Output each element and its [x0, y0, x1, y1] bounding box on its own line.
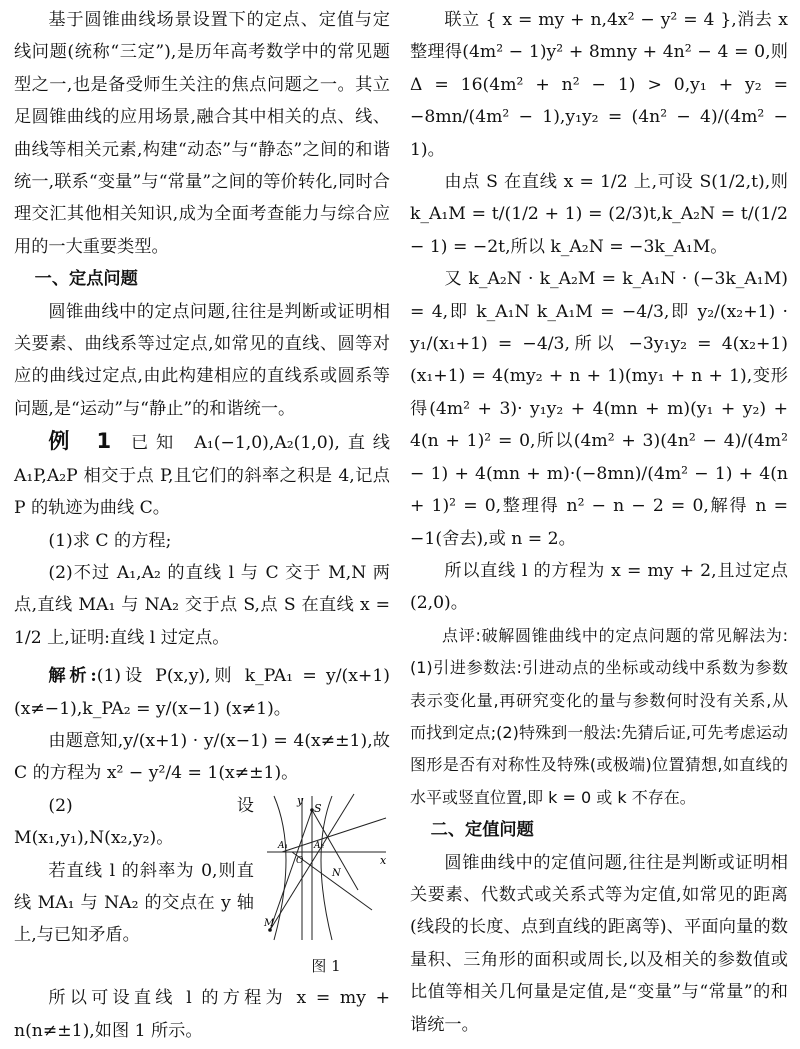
solution-step5: 所以可设直线 l 的方程为 x = my + n(n≠±1),如图 1 所示。: [14, 988, 390, 1041]
figure-row: [14, 790, 390, 982]
label-a2: A₂: [314, 840, 325, 851]
left-column: [14, 4, 390, 1047]
example1-q1: (1)求 C 的方程;: [48, 530, 172, 551]
line-ma1: [270, 810, 312, 930]
line-extra-2: [292, 852, 372, 910]
label-o: O: [296, 855, 304, 866]
intro-paragraph: 基于圆锥曲线场景设置下的定点、定值与定线问题(统称“三定”),是历年高考数学中的常见题型之一,也是备受师生关注的焦点问题之一。其立足圆锥曲线的应用场景,融合其中相关的点、线、曲线等相关元素,构建“动态”与“静态”之间的和谐统一,联系“变量”与“常量”之间的等价转化,同时合理交汇其他相关知识,成为全面考查能力与综合应用的一大重要类型。: [14, 10, 390, 257]
solution-r3: 又 k_A₂N · k_A₂M = k_A₁N · (−3k_A₁M) = 4,即 k_A₁N k_A₁M = −4/3,即 y₂/(x₂+1) · y₁/(x₁+1) = −4/3,所以 −3y₁y₂ = 4(x₂+1)(x₁+1) = 4(my₂ + n + 1)(my₁ + n + 1),变形得(4m² + 3)· y₁y₂ + 4(mn + m)(y₁ + y₂) + 4(n + 1)² = 0,所以(4m² + 3)(4n² − 4)/(4m² − 1) + 4(mn + m)·(−8mn)/(4m² − 1) + 4(n + 1)² = 0,整理得 n² − n − 2 = 0,解得 n = −1(舍去),或 n = 2。: [410, 269, 788, 549]
label-m: M: [264, 917, 275, 929]
example1-label: 例 1: [48, 429, 114, 454]
example1-statement: [14, 425, 390, 524]
section1-body: 圆锥曲线中的定点问题,往往是判断或证明相关要素、曲线系等过定点,如常见的直线、圆等对应的曲线过定点,由此构建相应的直线系或圆系等问题,是“运动”与“静止”的和谐统一。: [14, 301, 390, 419]
right-column: [410, 4, 788, 1041]
label-n: N: [332, 867, 341, 879]
section1-heading: 一、定点问题: [34, 269, 138, 290]
label-a1: A₁: [278, 840, 289, 851]
solution-step3: (2)设 M(x₁,y₁),N(x₂,y₂)。: [14, 795, 254, 849]
figure-caption: 图 1: [311, 956, 341, 975]
figure-1: [262, 790, 390, 982]
solution-label: 解析:: [48, 666, 97, 687]
example1-q2: (2)不过 A₁,A₂ 的直线 l 与 C 交于 M,N 两点,直线 MA₁ 与 NA₂ 交于点 S,点 S 在直线 x = 1/2 上,证明:直线 l 过定点。: [14, 562, 390, 648]
x-axis-label: x: [380, 853, 387, 867]
line-extra-1: [282, 818, 386, 852]
hyperbola-left-branch: [274, 796, 289, 940]
hyperbola-right-branch: [321, 796, 332, 940]
solution-r2: 由点 S 在直线 x = 1/2 上,可设 S(1/2,t),则 k_A₁M = t/(1/2 + 1) = (2/3)t,k_A₂N = t/(1/2 − 1) = −2t,所以 k_A₂N = −3k_A₁M。: [410, 172, 788, 257]
figure-side-text: [14, 790, 254, 982]
solution-r1: 联立 { x = my + n,4x² − y² = 4 },消去 x 整理得(4m² − 1)y² + 8mny + 4n² − 4 = 0,则 Δ = 16(4m² + n² − 1) > 0,y₁ + y₂ = −8mn/(4m² − 1),y₁y₂ = (4n² − 4)/(4m² − 1)。: [410, 10, 788, 160]
solution-step1-text: (1)设 P(x,y),则 k_PA₁ = y/(x+1) (x≠−1),k_PA₂ = y/(x−1) (x≠1)。: [14, 666, 390, 719]
remark-paragraph: 点评:破解圆锥曲线中的定点问题的常见解法为:(1)引进参数法:引进动点的坐标或动线中系数为参数表示变化量,再研究变化的量与参数何时没有关系,从而找到定点;(2)特殊到一般法:先猜后证,可先考虑运动图形是否有对称性及特殊(或极端)位置猜想,如直线的水平或竖直位置,即 k = 0 或 k 不存在。: [410, 625, 788, 807]
example1-text: 已知 A₁(−1,0),A₂(1,0),直线 A₁P,A₂P 相交于点 P,且它们的斜率之积是 4,记点 P 的轨迹为曲线 C。: [14, 433, 390, 519]
section2-body: 圆锥曲线中的定值问题,往往是判断或证明相关要素、代数式或关系式等为定值,如常见的距离(线段的长度、点到直线的距离等)、平面向量的数量积、三角形的面积或周长,以及相关的参数值或比值等相关几何量是定值,是“变量”与“常量”的和谐统一。: [410, 852, 788, 1035]
solution-step4: 若直线 l 的斜率为 0,则直线 MA₁ 与 NA₂ 的交点在 y 轴上,与已知矛盾。: [14, 860, 254, 946]
hyperbola-diagram: [262, 790, 390, 950]
y-axis-label: y: [297, 793, 304, 807]
solution-r4: 所以直线 l 的方程为 x = my + 2,且过定点(2,0)。: [410, 560, 788, 614]
label-s: S: [314, 801, 322, 815]
solution-step2: 由题意知,y/(x+1) · y/(x−1) = 4(x≠±1),故 C 的方程为 x² − y²/4 = 1(x≠±1)。: [14, 730, 390, 784]
solution-step1: [14, 660, 390, 725]
section2-heading: 二、定值问题: [430, 820, 534, 841]
